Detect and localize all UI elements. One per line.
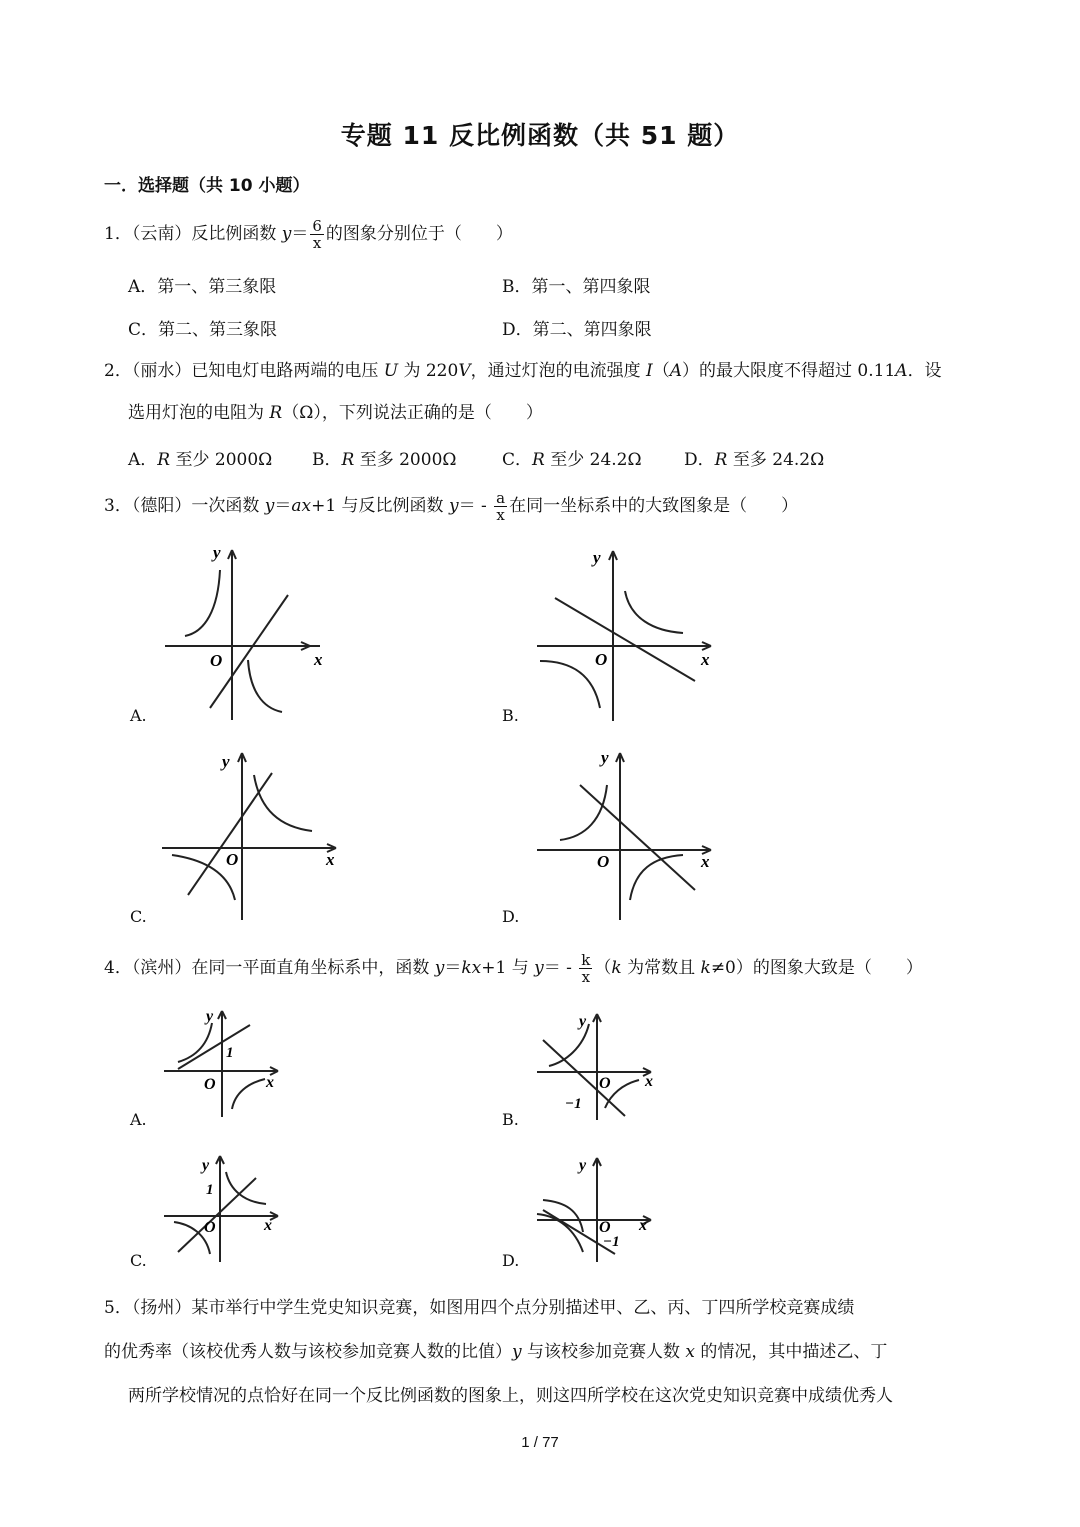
q1-numerator: 6 bbox=[312, 217, 322, 235]
q2-option-a: A．R 至少 2000Ω bbox=[128, 450, 273, 470]
svg-text:y: y bbox=[579, 1013, 587, 1030]
q4-graph-c bbox=[160, 1150, 290, 1265]
svg-text:x: x bbox=[701, 650, 710, 669]
q4-label-b: B. bbox=[502, 1110, 519, 1129]
svg-text:O: O bbox=[599, 1075, 611, 1092]
q1-option-c: C．第二、第三象限 bbox=[128, 320, 278, 340]
svg-text:x: x bbox=[264, 1217, 272, 1234]
svg-text:−1: −1 bbox=[603, 1234, 620, 1250]
q1-option-a: A．第一、第三象限 bbox=[128, 277, 277, 297]
q4-fraction: $\frac{k}{x}$ bbox=[581, 951, 591, 986]
page-title: 专题 11 反比例函数（共 51 题） bbox=[340, 121, 740, 150]
question-4: 4．（滨州）在同一平面直角坐标系中，函数 y＝kx+1 与 y＝ - $\frac{k}{x}$ （k 为常数且 k≠0）的图象大致是（ ） bbox=[104, 951, 923, 986]
q3-label-a: A. bbox=[130, 706, 147, 725]
q1-option-b: B．第一、第四象限 bbox=[502, 277, 651, 297]
svg-text:y: y bbox=[206, 1008, 214, 1025]
question-2-line-1: 2．（丽水）已知电灯电路两端的电压 U 为 220V，通过灯泡的电流强度 I（A）的最大限度不得超过 0.11A．设 bbox=[104, 361, 942, 381]
q3-label-c: C. bbox=[130, 907, 147, 926]
question-2-line-2: 选用灯泡的电阻为 R（Ω），下列说法正确的是（ ） bbox=[128, 403, 543, 423]
q3-label-b: B. bbox=[502, 706, 519, 725]
svg-text:y: y bbox=[202, 1157, 210, 1174]
q4-graph-a bbox=[160, 1005, 290, 1120]
svg-text:x: x bbox=[639, 1217, 647, 1234]
q3-label-d: D. bbox=[502, 907, 520, 926]
q3a-y: y bbox=[213, 543, 221, 562]
q1-suffix: 的图象分别位于（ ） bbox=[325, 224, 513, 244]
svg-text:1: 1 bbox=[226, 1045, 234, 1061]
svg-text:O: O bbox=[599, 1219, 611, 1236]
section-heading: 一．选择题（共 10 小题） bbox=[104, 176, 310, 196]
q4-graph-b bbox=[535, 1010, 665, 1125]
svg-text:y: y bbox=[222, 752, 230, 771]
question-1 bbox=[104, 218, 513, 251]
q2-option-b: B．R 至多 2000Ω bbox=[312, 450, 457, 470]
svg-text:O: O bbox=[204, 1219, 216, 1236]
svg-text:x: x bbox=[266, 1074, 274, 1091]
question-5-line-1: 5．（扬州）某市举行中学生党史知识竞赛，如图用四个点分别描述甲、乙、丙、丁四所学校竞赛成绩 bbox=[104, 1298, 855, 1318]
question-5-line-3: 两所学校情况的点恰好在同一个反比例函数的图象上，则这四所学校在这次党史知识竞赛中成绩优秀人 bbox=[128, 1386, 893, 1406]
svg-text:x: x bbox=[701, 852, 710, 871]
q3-graph-b bbox=[535, 543, 715, 728]
svg-text:O: O bbox=[226, 850, 239, 869]
q3-graph-c bbox=[160, 745, 345, 925]
page-number: 1 / 77 bbox=[521, 1434, 559, 1451]
svg-text:y: y bbox=[579, 1157, 587, 1174]
svg-text:y: y bbox=[593, 548, 601, 567]
svg-text:y: y bbox=[601, 748, 609, 767]
question-5-line-2: 的优秀率（该校优秀人数与该校参加竞赛人数的比值）y 与该校参加竞赛人数 x 的情况，其中描述乙、丁 bbox=[104, 1342, 888, 1362]
q1-prefix: 1．（云南）反比例函数 bbox=[104, 224, 282, 244]
svg-text:O: O bbox=[204, 1076, 216, 1093]
question-3: 3．（德阳）一次函数 y＝ax+1 与反比例函数 y＝ - $\frac{a}{x}$ 在同一坐标系中的大致图象是（ ） bbox=[104, 489, 799, 524]
q1-fraction bbox=[310, 218, 324, 251]
q1-eq: ＝ bbox=[291, 224, 309, 244]
q3-fraction: $\frac{a}{x}$ bbox=[496, 489, 506, 524]
q3a-x: x bbox=[314, 650, 323, 669]
q1-var-y: y bbox=[281, 224, 292, 244]
q3-graph-d bbox=[535, 745, 720, 925]
q2-option-c: C．R 至少 24.2Ω bbox=[502, 450, 642, 470]
q2-option-d: D．R 至多 24.2Ω bbox=[684, 450, 825, 470]
q4-label-a: A. bbox=[130, 1110, 147, 1129]
svg-text:O: O bbox=[595, 650, 608, 669]
svg-text:1: 1 bbox=[206, 1182, 214, 1198]
svg-text:O: O bbox=[597, 852, 610, 871]
q3a-o: O bbox=[210, 651, 223, 670]
q4-label-c: C. bbox=[130, 1251, 147, 1270]
q2-var-u: U bbox=[383, 361, 399, 381]
svg-text:−1: −1 bbox=[565, 1096, 582, 1112]
q4-graph-d bbox=[535, 1152, 665, 1267]
svg-text:x: x bbox=[326, 850, 335, 869]
svg-text:x: x bbox=[645, 1073, 653, 1090]
q1-denominator: x bbox=[312, 234, 322, 252]
q3-graph-a bbox=[160, 540, 340, 725]
q4-label-d: D. bbox=[502, 1251, 520, 1270]
q1-option-d: D．第二、第四象限 bbox=[502, 320, 652, 340]
